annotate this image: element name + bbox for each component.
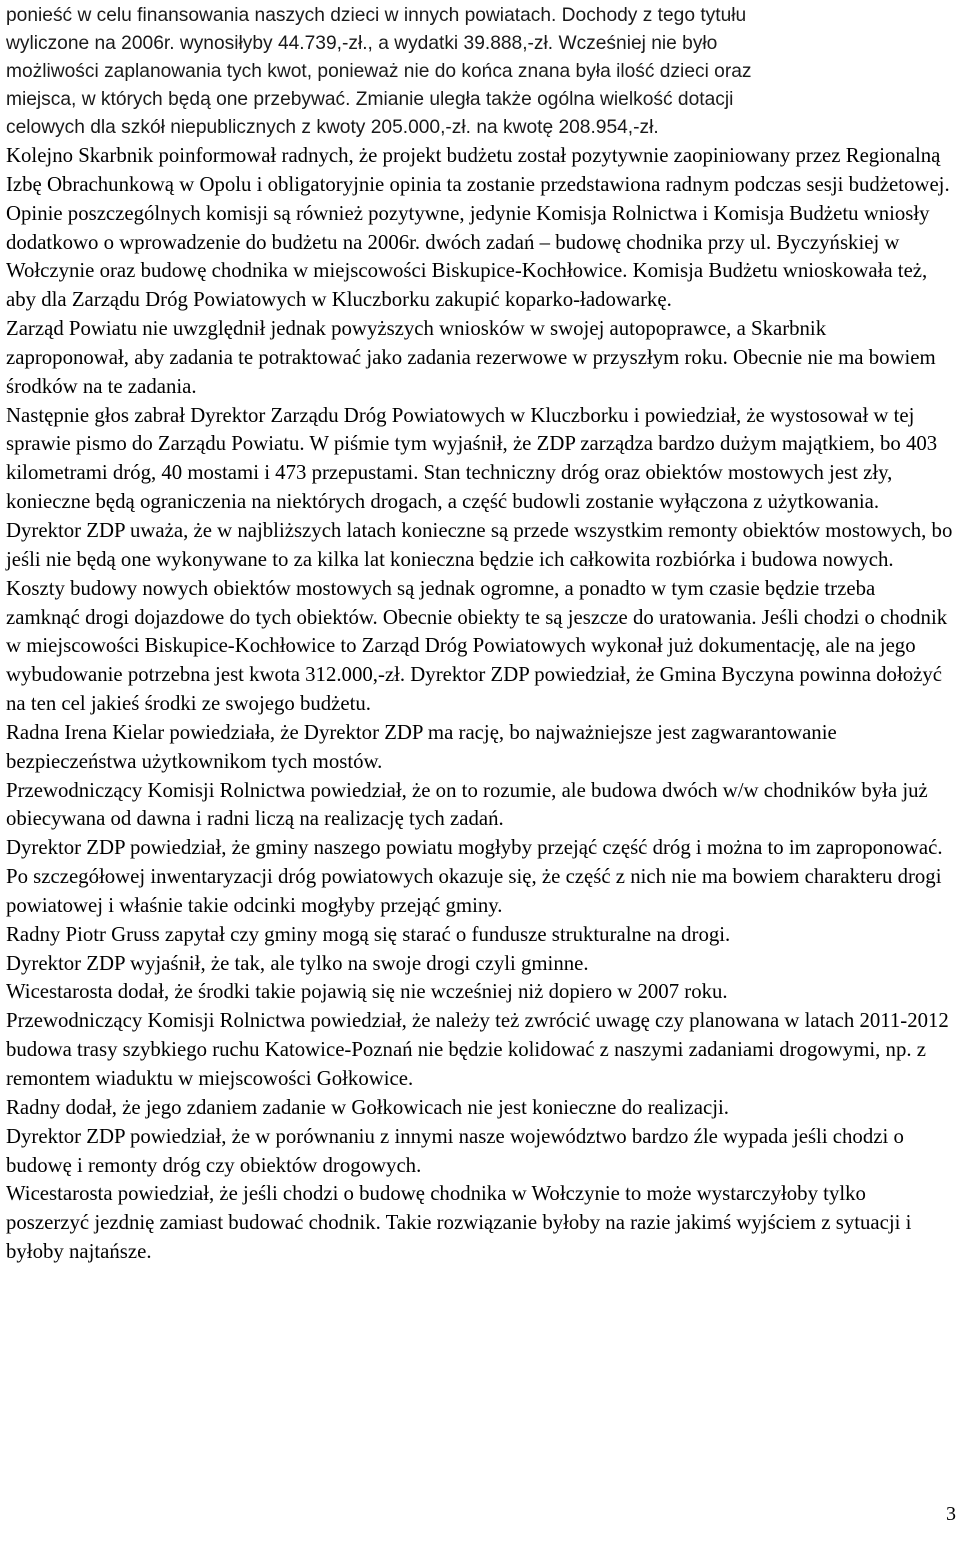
page-number: 3 xyxy=(946,1503,956,1525)
paragraph-kielar: Radna Irena Kielar powiedziała, że Dyrektor ZDP ma rację, bo najważniejsze jest zagwarantowanie bezpieczeństwa użytkownikom tych mostów. xyxy=(6,720,837,773)
document-page xyxy=(6,0,954,1267)
sans-line-2: wyliczone na 2006r. wynosiłyby 44.739,-zł., a wydatki 39.888,-zł. Wcześniej nie było xyxy=(6,33,718,54)
paragraph-gruss: Radny Piotr Gruss zapytał czy gminy mogą się starać o fundusze strukturalne na drogi. xyxy=(6,922,731,946)
sans-line-4 xyxy=(6,86,954,114)
paragraph-radny: Radny dodał, że jego zdaniem zadanie w Gołkowicach nie jest konieczne do realizacji. xyxy=(6,1095,729,1119)
paragraph-dyrektor-tak: Dyrektor ZDP wyjaśnił, że tak, ale tylko na swoje drogi czyli gminne. xyxy=(6,951,589,975)
sans-line-5: celowych dla szkół niepublicznych z kwoty 205.000,-zł. na kwotę 208.954,-zł. xyxy=(6,117,659,138)
paragraph-zarzad: Zarząd Powiatu nie uwzględnił jednak powyższych wniosków w swojej autopoprawce, a Skarbnik zaproponował, aby zadania te potraktować jako zadania rezerwowe w przyszłym roku. Obecnie nie ma bowiem środków na te zadania. xyxy=(6,317,936,398)
paragraph-dyrektor-gminy: Dyrektor ZDP powiedział, że gminy naszego powiatu mogłyby przejąć część dróg i można to im zaproponować. Po szczegółowej inwentaryzacji dróg powiatowych okazuje się, że część z nich nie ma bowiem charakteru drogi powiatowej i właśnie takie odcinki mogłyby przejąć gminy. xyxy=(6,836,943,917)
paragraph-wicestarosta-1: Wicestarosta dodał, że środki takie pojawią się nie wcześniej niż dopiero w 2007 roku. xyxy=(6,980,728,1004)
paragraph-dyrektor-wojewodztwo: Dyrektor ZDP powiedział, że w porównaniu z innymi nasze województwo bardzo źle wypada jeśli chodzi o budowę i remonty dróg czy obiektów drogowych. xyxy=(6,1124,904,1177)
sans-line-4-part-b: Zmianie uległa także ogólna wielkość dotacji xyxy=(350,89,734,110)
paragraph-przewodniczacy-2: Przewodniczący Komisji Rolnictwa powiedział, że należy też zwrócić uwagę czy planowana w latach 2011-2012 budowa trasy szybkiego ruchu Katowice-Poznań nie będzie kolidować z naszymi zadaniami drogowymi, np. z remontem wiaduktu w miejscowości Gołkowice. xyxy=(6,1009,949,1090)
paragraph-wicestarosta-2: Wicestarosta powiedział, że jeśli chodzi o budowę chodnika w Wołczynie to może wystarczyłoby tylko poszerzyć jezdnię zamiast budować chodnik. Takie rozwiązanie byłoby na razie jakimś wyjściem z sytuacji i byłoby najtańsze. xyxy=(6,1182,912,1264)
sans-line-3: możliwości zaplanowania tych kwot, ponieważ nie do końca znana była ilość dzieci oraz xyxy=(6,61,752,82)
sans-line-1: ponieść w celu finansowania naszych dzieci w innych powiatach. Dochody z tego tytułu xyxy=(6,5,747,26)
paragraph-skarbnik: Kolejno Skarbnik poinformował radnych, że projekt budżetu został pozytywnie zaopiniowany przez Regionalną Izbę Obrachunkową w Opolu i obligatoryjnie opinia ta zostanie przedstawiona radnym podczas sesji budżetowej. Opinie poszczególnych komisji są również pozytywne, jedynie Komisja Rolnictwa i Komisja Budżetu wniosły dodatkowo o wprowadzenie do budżetu na 2006r. dwóch zadań – budowę chodnika przy ul. Byczyńskiej w Wołczynie oraz budowę chodnika w miejscowości Biskupice-Kochłowice. Komisja Budżetu wnioskowała też, aby dla Zarządu Dróg Powiatowych w Kluczborku zakupić koparko-ładowarkę. xyxy=(6,144,950,312)
paragraph-dyrektor-zdp: Następnie głos zabrał Dyrektor Zarządu Dróg Powiatowych w Kluczborku i powiedział, że wystosował w tej sprawie pismo do Zarządu Powiatu. W piśmie tym wyjaśnił, że ZDP zarządza bardzo dużym majątkiem, bo 403 kilometrami dróg, 40 mostami i 473 przepustami. Stan techniczny dróg oraz obiektów mostowych jest zły, konieczne będą ograniczenia na niektórych drogach, a część budowli zostanie wyłączona z użytkowania. Dyrektor ZDP uważa, że w najbliższych latach konieczne są przede wszystkim remonty obiektów mostowych, bo jeśli nie będą one wykonywane to za kilka lat konieczna będzie ich całkowita rozbiórka i budowa nowych. Koszty budowy nowych obiektów mostowych są jednak ogromne, a ponadto w tym czasie będzie trzeba zamknąć drogi dojazdowe do tych obiektów. Obecnie obiekty te są jeszcze do uratowania. Jeśli chodzi o chodnik w miejscowości Biskupice-Kochłowice to Zarząd Dróg Powiatowych wykonał już dokumentację, ale na jego wybudowanie potrzebna jest kwota 312.000,-zł. Dyrektor ZDP powiedział, że Gmina Byczyna powinna dołożyć na ten cel jakieś środki ze swojego budżetu. xyxy=(6,403,953,716)
serif-text-block xyxy=(6,142,954,1267)
sans-line-4-part-a: miejsca, w których będą one przebywać. xyxy=(6,89,351,110)
paragraph-przewodniczacy-1: Przewodniczący Komisji Rolnictwa powiedział, że on to rozumie, ale budowa dwóch w/w chodników była już obiecywana od dawna i radni liczą na realizację tych zadań. xyxy=(6,778,928,831)
sans-text-block xyxy=(6,0,954,142)
